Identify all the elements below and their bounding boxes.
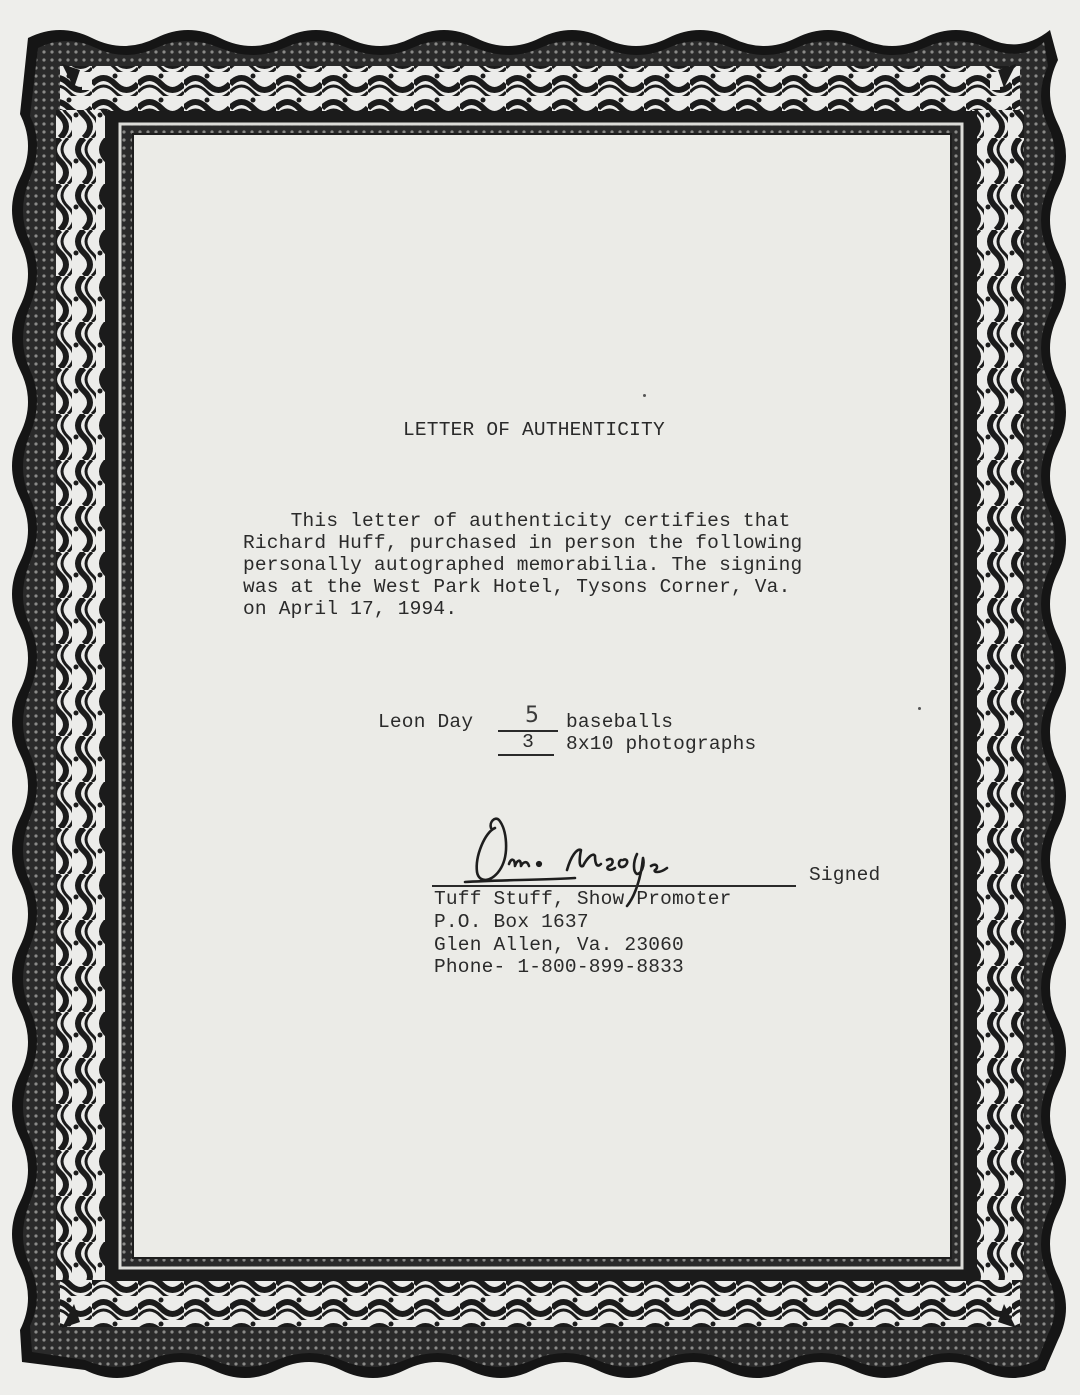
signed-label: Signed [809, 864, 881, 886]
paper-speck [918, 707, 921, 710]
body-line-5: on April 17, 1994. [243, 598, 458, 620]
signature-line [432, 885, 796, 887]
body-line-4: was at the West Park Hotel, Tysons Corner, Va. [243, 576, 791, 598]
player-name: Leon Day [378, 711, 474, 733]
body-line-1: This letter of authenticity certifies that [243, 510, 791, 532]
item-quantity-photographs: 3 [522, 731, 534, 753]
body-line-2: Richard Huff, purchased in person the following [243, 532, 803, 554]
item-quantity-baseballs: 5 [525, 703, 539, 728]
item-label-baseballs: baseballs [566, 711, 674, 733]
signer-city: Glen Allen, Va. 23060 [434, 934, 684, 956]
body-line-3: personally autographed memorabilia. The signing [243, 554, 803, 576]
signer-organization: Tuff Stuff, Show Promoter [434, 888, 732, 910]
paper-speck [643, 394, 646, 397]
letter-title: LETTER OF AUTHENTICITY [403, 419, 665, 441]
quantity-underline [498, 754, 554, 756]
signer-phone: Phone- 1-800-899-8833 [434, 956, 684, 978]
letter-panel [132, 133, 952, 1259]
item-label-photographs: 8x10 photographs [566, 733, 757, 755]
signer-po-box: P.O. Box 1637 [434, 911, 589, 933]
